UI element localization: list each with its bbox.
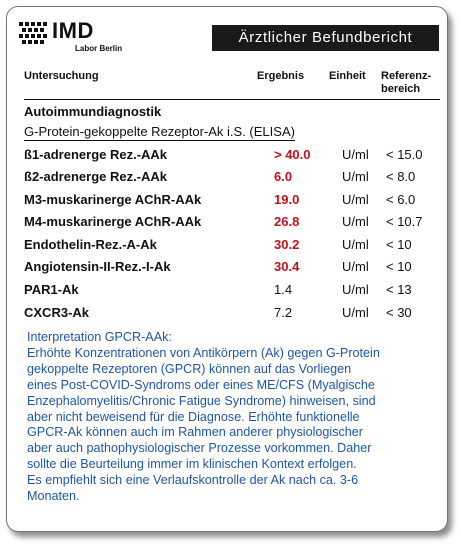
- imd-logo-icon: [19, 22, 49, 44]
- header-reference-line2: bereich: [381, 83, 421, 95]
- test-value: > 40.0: [274, 147, 311, 162]
- subsection-label: G-Protein-gekoppelte Rezeptor-Ak i.S. (ELISA): [24, 124, 295, 139]
- test-value: 19.0: [274, 192, 300, 207]
- test-reference: < 13: [386, 282, 412, 297]
- header-result: Ergebnis: [257, 70, 305, 82]
- header-reference: [381, 70, 431, 96]
- test-value: 1.4: [274, 282, 293, 297]
- interpretation-line: Enzephalomyelitis/Chronic Fatigue Syndrome) hinweisen, sind: [27, 393, 376, 408]
- section-title: Autoimmundiagnostik: [24, 104, 162, 119]
- test-reference: < 6.0: [386, 192, 416, 207]
- interpretation-line: aber auch pathophysiologischer Prozesse vorkommen. Daher: [27, 441, 372, 456]
- interpretation-line: Interpretation GPCR-AAk:: [27, 330, 172, 344]
- table-row: [24, 282, 444, 302]
- interpretation-line: Es empfiehlt sich eine Verlaufskontrolle der Ak nach ca. 3-6: [27, 473, 359, 488]
- test-unit: U/ml: [342, 169, 369, 184]
- test-unit: U/ml: [342, 305, 369, 320]
- interpretation-line: gekoppelte Rezeptoren (GPCR) können auf das Vorliegen: [27, 361, 352, 376]
- header-test: Untersuchung: [24, 70, 99, 82]
- report-card: [6, 6, 448, 532]
- logo-subtitle: Labor Berlin: [75, 44, 123, 53]
- test-value: 30.2: [274, 237, 300, 252]
- test-reference: < 15.0: [386, 147, 423, 162]
- test-name: CXCR3-Ak: [24, 305, 90, 320]
- table-row: [24, 237, 444, 257]
- header-unit: Einheit: [329, 70, 366, 82]
- interpretation-line: GPCR-Ak können auch im Rahmen anderer physiologischer: [27, 425, 363, 440]
- test-unit: U/ml: [342, 282, 369, 297]
- test-reference: < 30: [386, 305, 412, 320]
- test-reference: < 10: [386, 259, 412, 274]
- test-reference: < 10.7: [386, 214, 423, 229]
- interpretation-line: sollte die Beurteilung immer im klinischen Kontext erfolgen.: [27, 457, 357, 472]
- imd-logo: [19, 18, 129, 58]
- test-unit: U/ml: [342, 192, 369, 207]
- interpretation-line: aber nicht beweisend für die Diagnose. Erhöhte funktionelle: [27, 409, 360, 424]
- test-value: 26.8: [274, 214, 300, 229]
- interpretation-text: [27, 330, 445, 505]
- test-unit: U/ml: [342, 147, 369, 162]
- logo-name: IMD: [52, 18, 94, 43]
- test-name: Endothelin-Rez.-A-Ak: [24, 237, 157, 252]
- header-reference-line1: Referenz-: [381, 70, 432, 82]
- subsection-title: [24, 124, 295, 139]
- interpretation-line: eines Post-COVID-Syndroms oder eines ME/CFS (Myalgische: [27, 377, 375, 392]
- test-unit: U/ml: [342, 214, 369, 229]
- header-divider: [24, 99, 440, 100]
- interpretation-line: Erhöhte Konzentrationen von Antikörpern (Ak) gegen G-Protein: [27, 345, 380, 360]
- table-row: [24, 214, 444, 234]
- report-title: Ärztlicher Befundbericht: [212, 25, 439, 51]
- test-unit: U/ml: [342, 237, 369, 252]
- interpretation-line: Monaten.: [27, 489, 80, 504]
- table-row: [24, 192, 444, 212]
- test-value: 6.0: [274, 169, 293, 184]
- table-row: [24, 169, 444, 189]
- test-name: M3-muskarinerge AChR-AAk: [24, 192, 202, 207]
- table-row: [24, 305, 444, 325]
- test-name: ß2-adrenerge Rez.-AAk: [24, 169, 168, 184]
- test-name: ß1-adrenerge Rez.-AAk: [24, 147, 168, 162]
- test-value: 30.4: [274, 259, 300, 274]
- test-name: M4-muskarinerge AChR-AAk: [24, 214, 202, 229]
- table-row: [24, 147, 444, 167]
- test-unit: U/ml: [342, 259, 369, 274]
- test-reference: < 10: [386, 237, 412, 252]
- test-reference: < 8.0: [386, 169, 416, 184]
- test-name: PAR1-Ak: [24, 282, 79, 297]
- table-row: [24, 259, 444, 279]
- test-value: 7.2: [274, 305, 293, 320]
- test-name: Angiotensin-II-Rez.-I-Ak: [24, 259, 171, 274]
